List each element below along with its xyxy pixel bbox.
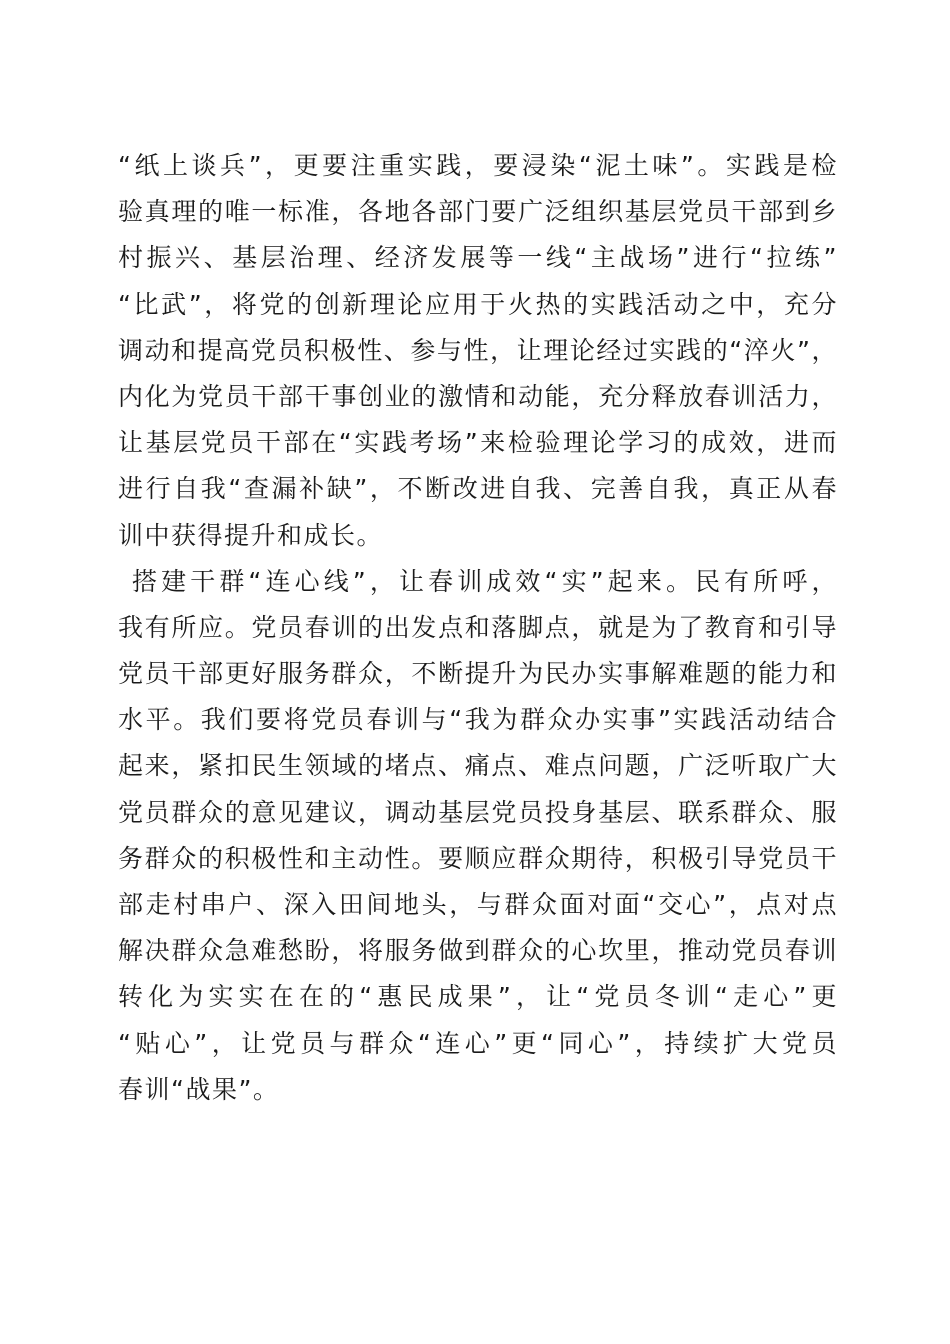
paragraph-line: 训中获得提升和成长。 (118, 520, 384, 550)
paragraph-line: 搭建干群“连心线”，让春训成效“实”起来。民有所呼， (132, 566, 838, 596)
paragraph-line: 解决群众急难愁盼，将服务做到群众的心坎里，推动党员春训 (118, 936, 838, 966)
paragraph-line: 党员群众的意见建议，调动基层党员投身基层、联系群众、服 (118, 797, 838, 827)
paragraph-line: 验真理的唯一标准，各地各部门要广泛组织基层党员干部到乡 (118, 197, 838, 227)
document-body (118, 143, 838, 1113)
paragraph-line: “比武”，将党的创新理论应用于火热的实践活动之中，充分 (118, 289, 838, 319)
paragraph-line: 调动和提高党员积极性、参与性，让理论经过实践的“淬火”， (118, 335, 838, 365)
paragraph-line: 部走村串户、深入田间地头，与群众面对面“交心”，点对点 (118, 890, 838, 919)
paragraph-line: 起来，紧扣民生领域的堵点、痛点、难点问题，广泛听取广大 (118, 751, 838, 781)
paragraph-line: 春训“战果”。 (118, 1074, 280, 1104)
paragraph-line: “贴心”，让党员与群众“连心”更“同心”，持续扩大党员 (118, 1028, 838, 1058)
paragraph-line: 党员干部更好服务群众，不断提升为民办实事解难题的能力和 (118, 659, 838, 689)
paragraph-line: 转化为实实在在的“惠民成果”，让“党员冬训“走心”更 (118, 982, 838, 1012)
paragraph-line: 内化为党员干部干事创业的激情和动能，充分释放春训活力， (118, 381, 838, 411)
paragraph-line: 水平。我们要将党员春训与“我为群众办实事”实践活动结合 (118, 705, 838, 735)
paragraph-line: 务群众的积极性和主动性。要顺应群众期待，积极引导党员干 (118, 843, 838, 873)
paragraph-line: 我有所应。党员春训的出发点和落脚点，就是为了教育和引导 (118, 612, 838, 642)
paragraph-line: 让基层党员干部在“实践考场”来检验理论学习的成效，进而 (118, 428, 838, 458)
paragraph-line: 进行自我“查漏补缺”，不断改进自我、完善自我，真正从春 (118, 474, 838, 504)
paragraph-line: “纸上谈兵”，更要注重实践，要浸染“泥土味”。实践是检 (118, 151, 838, 180)
paragraph-2 (118, 559, 838, 1113)
paragraph-line: 村振兴、基层治理、经济发展等一线“主战场”进行“拉练” (118, 243, 838, 273)
paragraph-1 (118, 143, 838, 559)
